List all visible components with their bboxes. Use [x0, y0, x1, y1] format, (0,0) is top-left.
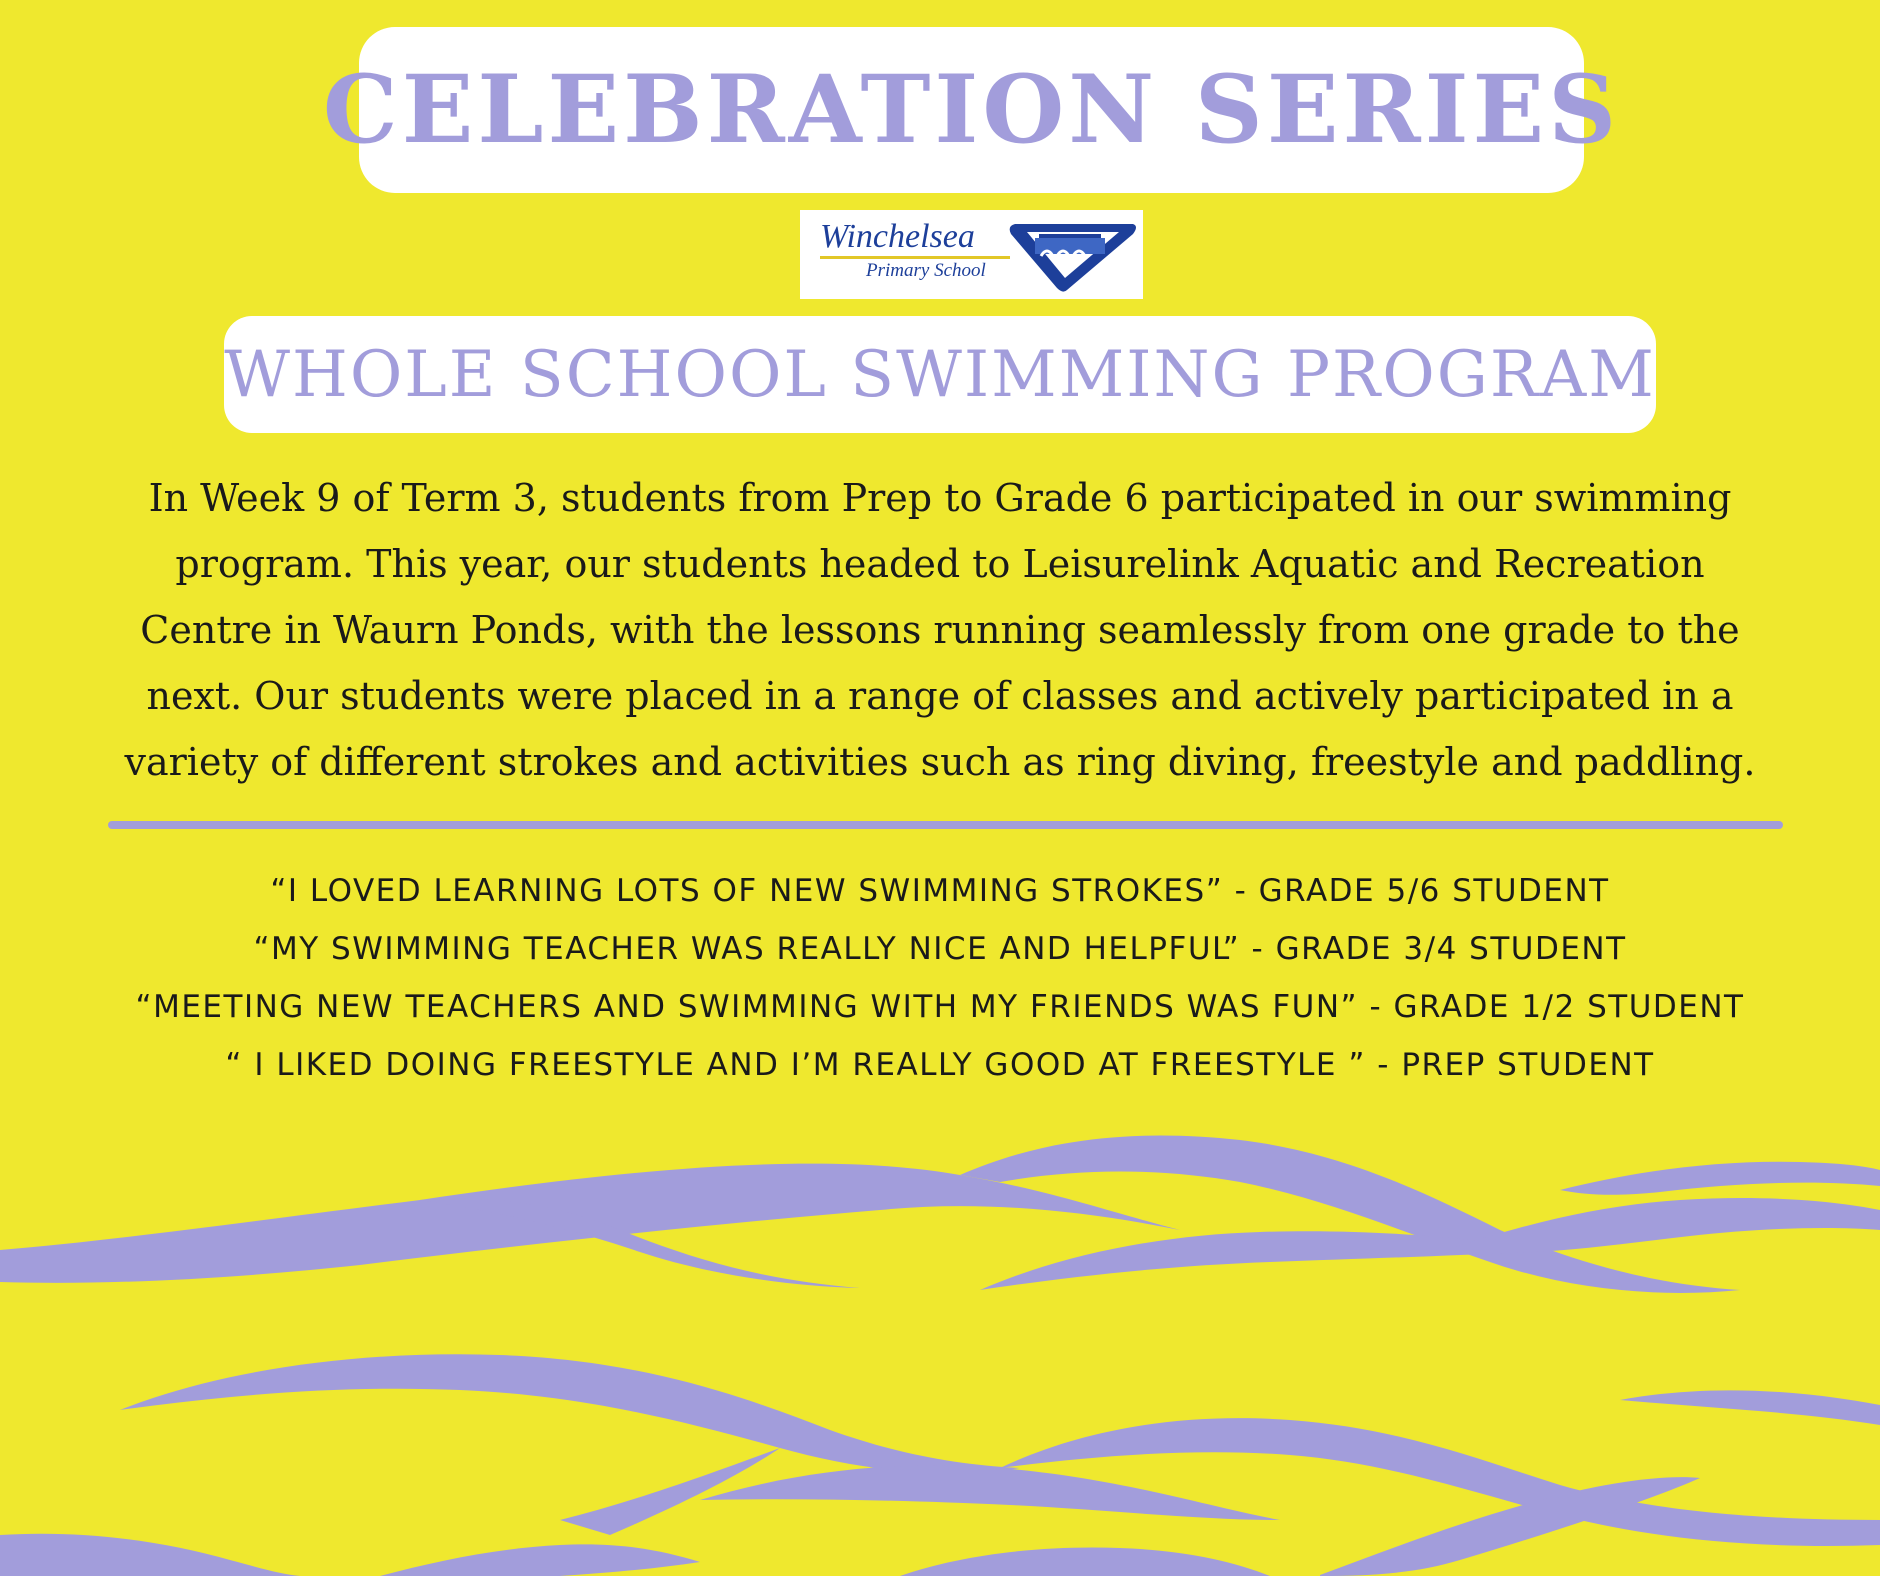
wave-shape [120, 1354, 1020, 1473]
wave-shape [1560, 1162, 1880, 1195]
logo-school-subname: Primary School [866, 260, 986, 281]
school-logo [800, 210, 1143, 299]
title-banner [322, 27, 1621, 193]
bridge-emblem-icon [1005, 216, 1140, 296]
wave-shape [560, 1448, 780, 1535]
subtitle-banner [224, 316, 1656, 433]
wave-shape [900, 1547, 1270, 1576]
intro-line: In Week 9 of Term 3, students from Prep to Grade 6 participated in our swimming [148, 476, 1732, 520]
intro-line: Centre in Waurn Ponds, with the lessons running seamlessly from one grade to the [140, 608, 1740, 652]
wave-shape [0, 1534, 300, 1576]
intro-line: program. This year, our students headed to Leisurelink Aquatic and Recreation [175, 542, 1705, 586]
wave-shape [960, 1135, 1740, 1292]
student-quotes [0, 862, 1880, 1094]
quote-line: “ I LIKED DOING FREESTYLE AND I’M REALLY GOOD AT FREESTYLE ” - PREP STUDENT [225, 1047, 1655, 1083]
wave-shape [380, 1544, 700, 1576]
intro-line: next. Our students were placed in a range of classes and actively participated in a [146, 674, 1734, 718]
logo-underline [820, 256, 1010, 259]
page-title: CELEBRATION SERIES [322, 55, 1621, 165]
quote-line: “I LOVED LEARNING LOTS OF NEW SWIMMING STROKES” - GRADE 5/6 STUDENT [270, 873, 1610, 909]
wave-shape [980, 1231, 1560, 1290]
wave-shape [420, 1199, 860, 1288]
quote-line: “MEETING NEW TEACHERS AND SWIMMING WITH MY FRIENDS WAS FUN” - GRADE 1/2 STUDENT [135, 989, 1745, 1025]
intro-paragraph [30, 465, 1850, 795]
wave-shape [1320, 1477, 1700, 1576]
wave-shape [700, 1465, 1280, 1520]
logo-school-name: Winchelsea [820, 218, 975, 255]
intro-line: variety of different strokes and activities such as ring diving, freestyle and paddling. [124, 740, 1756, 784]
quote-line: “MY SWIMMING TEACHER WAS REALLY NICE AND HELPFUL” - GRADE 3/4 STUDENT [253, 931, 1627, 967]
page-subtitle: WHOLE SCHOOL SWIMMING PROGRAM [224, 337, 1656, 412]
divider [108, 821, 1783, 829]
wave-shape [1440, 1198, 1880, 1253]
wave-shape [1620, 1390, 1880, 1425]
wave-shape [1000, 1418, 1880, 1546]
wave-shape [0, 1164, 1180, 1283]
